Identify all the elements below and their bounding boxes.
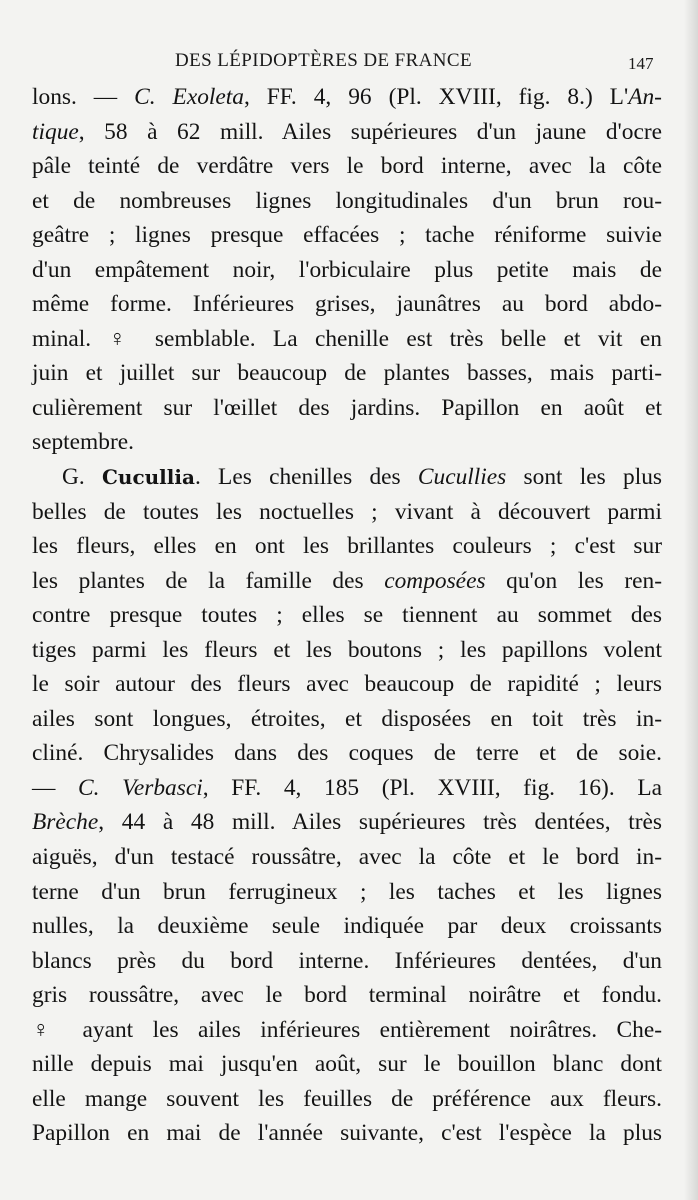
text-line (32, 944, 662, 979)
running-title: DES LÉPIDOPTÈRES DE FRANCE (175, 50, 473, 71)
text-line (32, 115, 662, 150)
text-segment: et de nombreuses lignes longitudinales d'un brun rou- (32, 187, 662, 214)
text-segment: nille depuis mai jusqu'en août, sur le bouillon blanc dont (32, 1051, 662, 1078)
text-line (32, 1013, 662, 1048)
italic-text: tique (32, 118, 79, 145)
text-line (32, 184, 662, 219)
scan-edge-shadow (684, 0, 698, 1200)
text-segment: , FF. 4, 185 (Pl. XVIII, fig. 16). La (202, 774, 662, 801)
page-number: 147 (628, 54, 654, 73)
text-segment: qu'on les ren- (485, 567, 662, 594)
text-segment: même forme. Inférieures grises, jaunâtres au bord abdo- (32, 291, 662, 318)
text-segment: blancs près du bord interne. Inférieures dentées, d'un (32, 947, 662, 974)
text-segment: belles de toutes les noctuelles ; vivant à découvert parmi (32, 498, 662, 525)
text-line (32, 978, 662, 1013)
text-segment: ♀ ayant les ailes inférieures entièrement noirâtres. Che- (32, 1016, 662, 1043)
text-line (32, 840, 662, 875)
text-line (32, 218, 662, 253)
body-text (32, 80, 662, 1151)
text-segment: le soir autour des fleurs avec beaucoup de rapidité ; leurs (32, 671, 662, 698)
text-segment: , FF. 4, 96 (Pl. XVIII, fig. 8.) L' (243, 84, 629, 110)
text-line (32, 80, 662, 115)
text-segment: , 58 à 62 mill. Ailes supérieures d'un jaune d'ocre (78, 118, 662, 145)
text-line (32, 702, 662, 737)
text-line (32, 1082, 662, 1117)
text-line (32, 736, 662, 771)
text-line (32, 564, 662, 599)
text-line (32, 460, 662, 495)
text-line (32, 425, 662, 460)
italic-text: An- (628, 84, 662, 110)
text-segment: terne d'un brun ferrugineux ; les taches et les lignes (32, 878, 662, 905)
italic-text: C. Exoleta (134, 84, 244, 110)
italic-text: C. Verbasci (78, 774, 203, 801)
italic-text: Cucullies (417, 464, 507, 491)
text-line (32, 1047, 662, 1082)
italic-text: Brèche (32, 809, 99, 836)
genus-name: Cucullia (102, 465, 195, 490)
text-segment: , 44 à 48 mill. Ailes supérieures très dentées, très (98, 809, 662, 836)
text-segment: pâle teinté de verdâtre vers le bord interne, avec la côte (32, 153, 662, 180)
text-line (32, 287, 662, 322)
text-line (32, 771, 662, 806)
text-line (32, 495, 662, 530)
text-line (32, 356, 662, 391)
text-segment: d'un empâtement noir, l'orbiculaire plus petite mais de (32, 256, 662, 283)
text-segment: culièrement sur l'œillet des jardins. Papillon en août et (32, 394, 662, 421)
text-line (32, 529, 662, 564)
text-line (32, 391, 662, 426)
italic-text: composées (384, 567, 486, 594)
text-segment: — (32, 774, 79, 801)
text-line (32, 805, 662, 840)
text-line (32, 322, 662, 357)
text-segment: les fleurs, elles en ont les brillantes couleurs ; c'est sur (32, 533, 662, 560)
text-segment: . Les chenilles des (194, 464, 418, 491)
text-segment: elle mange souvent les feuilles de préférence aux fleurs. (32, 1085, 662, 1112)
text-segment: G. (62, 464, 102, 491)
text-segment: septembre. (32, 429, 134, 456)
text-segment: tiges parmi les fleurs et les boutons ; les papillons volent (32, 636, 662, 663)
text-segment: sont les plus (506, 464, 663, 491)
text-segment: les plantes de la famille des (32, 567, 385, 594)
text-segment: minal. ♀ semblable. La chenille est très belle et vit en (32, 325, 662, 352)
text-segment: aiguës, d'un testacé roussâtre, avec la côte et le bord in- (32, 844, 662, 871)
text-segment: Papillon en mai de l'année suivante, c'est l'espèce la plus (32, 1120, 662, 1147)
text-line (32, 909, 662, 944)
running-head (0, 50, 698, 78)
text-segment: juin et juillet sur beaucoup de plantes basses, mais parti- (32, 360, 662, 387)
text-segment: contre presque toutes ; elles se tiennent au sommet des (32, 602, 662, 629)
text-segment: ailes sont longues, étroites, et disposées en toit très in- (32, 705, 662, 732)
text-segment: lons. — (32, 84, 135, 110)
text-segment: geâtre ; lignes presque effacées ; tache réniforme suivie (32, 222, 662, 249)
text-line (32, 667, 662, 702)
text-segment: gris roussâtre, avec le bord terminal noirâtre et fondu. (32, 982, 662, 1009)
text-line (32, 253, 662, 288)
text-line (32, 633, 662, 668)
text-line (32, 598, 662, 633)
text-line (32, 1116, 662, 1151)
text-segment: nulles, la deuxième seule indiquée par deux croissants (32, 913, 662, 940)
text-line (32, 875, 662, 910)
text-line (32, 149, 662, 184)
text-segment: cliné. Chrysalides dans des coques de terre et de soie. (32, 740, 662, 767)
